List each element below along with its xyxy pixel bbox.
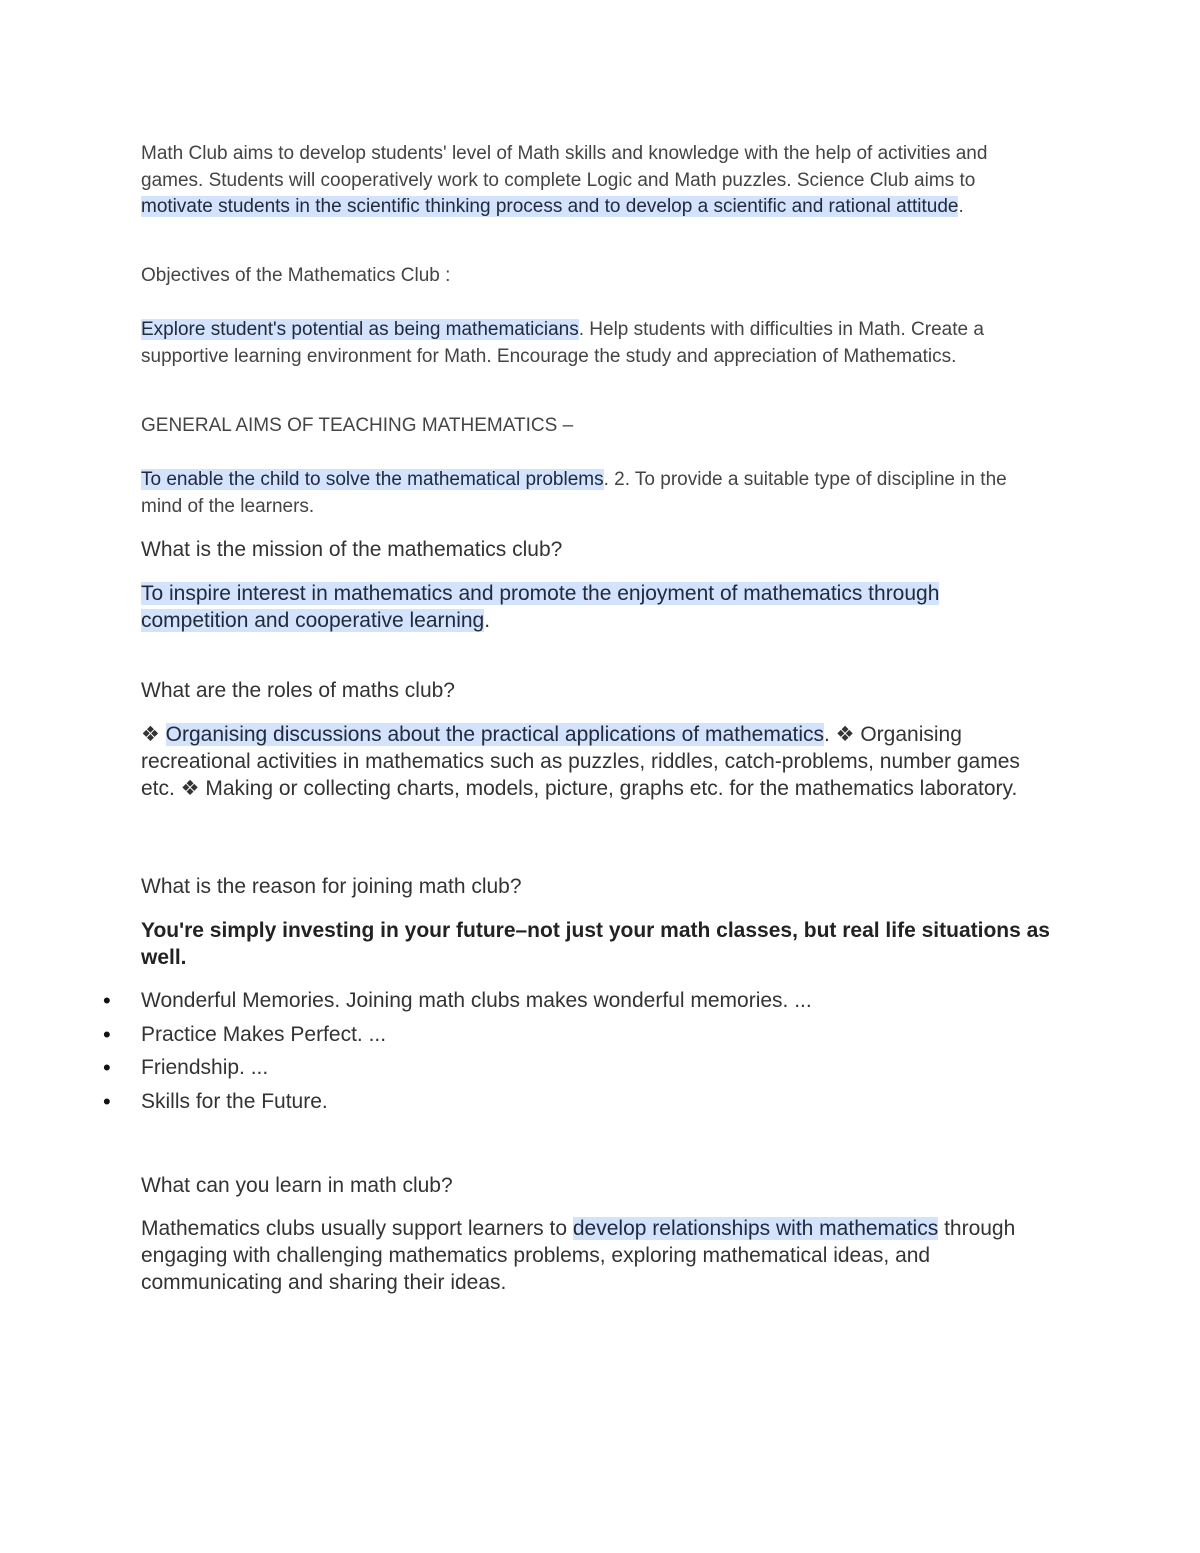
intro-highlight: motivate students in the scientific thinking process and to develop a scientific and rational attitude <box>141 196 959 217</box>
reasons-list <box>141 984 1041 1118</box>
general-aims-heading: GENERAL AIMS OF TEACHING MATHEMATICS – <box>141 415 574 436</box>
objectives-highlight: Explore student's potential as being mathematicians <box>141 319 579 340</box>
learn-answer <box>141 1215 1051 1296</box>
list-item: • Practice Makes Perfect. ... <box>141 1018 1041 1052</box>
general-aims-paragraph <box>141 467 1051 520</box>
roles-answer <box>141 721 1051 802</box>
mission-question: What is the mission of the mathematics club? <box>141 538 563 561</box>
mission-answer <box>141 580 1051 634</box>
intro-paragraph <box>141 141 1051 221</box>
general-aims-highlight: To enable the child to solve the mathematical problems <box>141 469 604 490</box>
reason-answer: You're simply investing in your future–not just your math classes, but real life situations as well. <box>141 919 1050 969</box>
mission-end: . <box>484 609 491 632</box>
objectives-heading: Objectives of the Mathematics Club : <box>141 265 451 286</box>
learn-text-before: Mathematics clubs usually support learners to <box>141 1217 573 1240</box>
list-item: • Friendship. ... <box>141 1051 1041 1085</box>
roles-lead: ❖ <box>141 723 166 746</box>
intro-text: Math Club aims to develop students' level of Math skills and knowledge with the help of activities and games. Students will cooperatively work to complete Logic and Math puzzles. Science Club aims to <box>141 143 988 191</box>
roles-highlight: Organising discussions about the practical applications of mathematics <box>165 723 825 746</box>
learn-highlight: develop relationships with mathematics <box>572 1217 939 1240</box>
learn-text-after: through engaging with challenging mathematics problems, exploring mathematical ideas, and communicating and sharing their ideas. <box>141 1217 1016 1294</box>
objectives-text: . Help students with difficulties in Math. Create a supportive learning environment for Math. Encourage the study and appreciation of Mathematics. <box>141 319 984 367</box>
list-item: • Skills for the Future. <box>141 1085 1041 1119</box>
roles-question: What are the roles of maths club? <box>141 679 455 702</box>
objectives-paragraph <box>141 317 1051 370</box>
roles-text: . ❖ Organising recreational activities in mathematics such as puzzles, riddles, catch-problems, number games etc. ❖ Making or collecting charts, models, picture, graphs etc. for the mathematics laboratory. <box>141 723 1020 800</box>
mission-highlight: To inspire interest in mathematics and promote the enjoyment of mathematics through competition and cooperative learning <box>141 582 940 632</box>
intro-end: . <box>958 196 964 217</box>
reason-question: What is the reason for joining math club? <box>141 875 522 898</box>
learn-question: What can you learn in math club? <box>141 1174 453 1197</box>
list-item: • Wonderful Memories. Joining math clubs makes wonderful memories. ... <box>141 984 1041 1018</box>
general-aims-text: . 2. To provide a suitable type of discipline in the mind of the learners. <box>141 469 1007 517</box>
